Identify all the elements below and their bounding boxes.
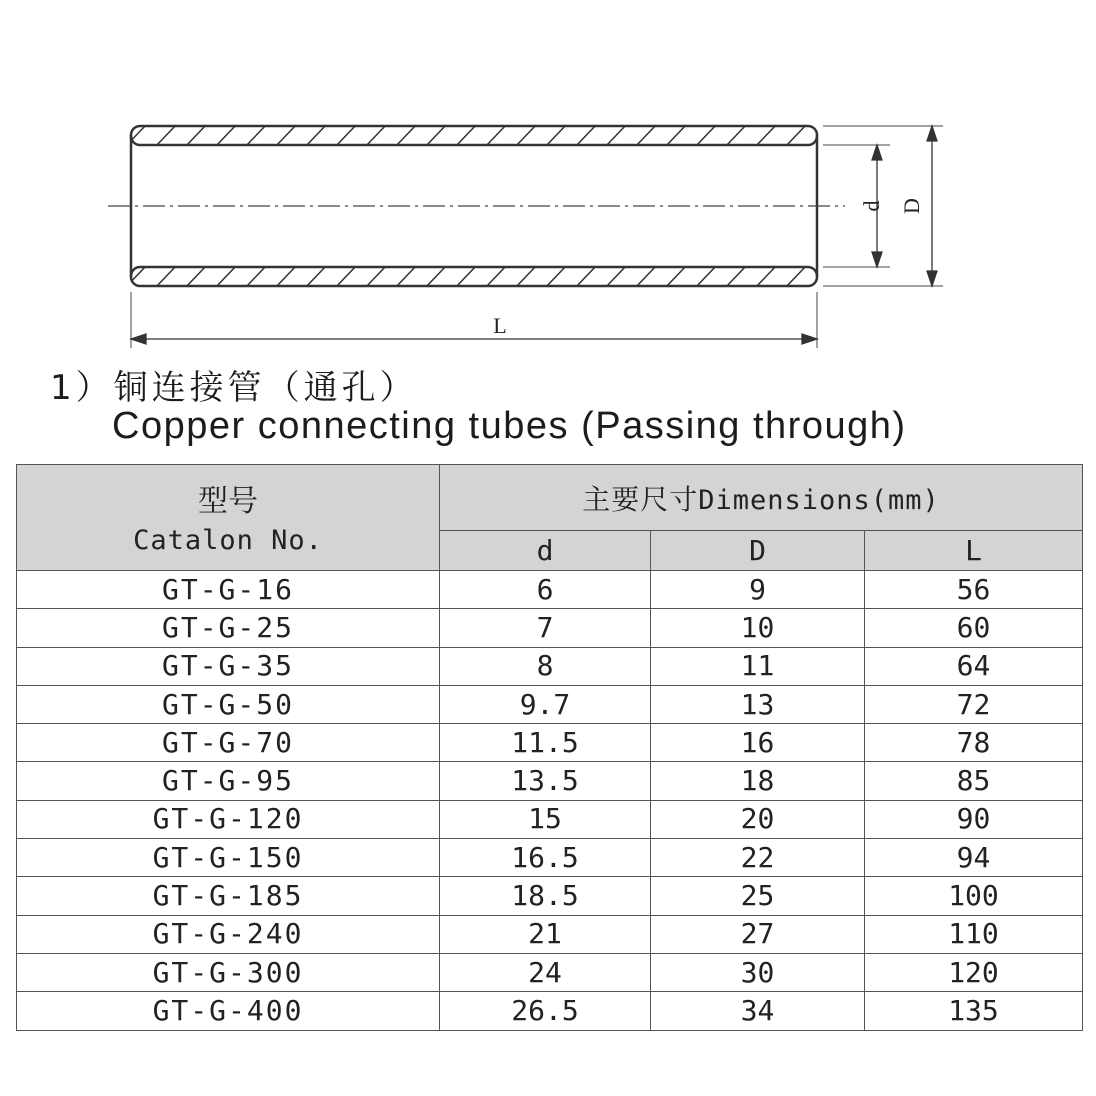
hatch-line — [395, 265, 417, 288]
model-cell: GT-G-50 — [17, 685, 440, 723]
d-cell: 18.5 — [440, 877, 651, 915]
table-row — [17, 647, 1083, 685]
table-row — [17, 724, 1083, 762]
L-cell: 110 — [865, 915, 1083, 953]
dimensions-header — [440, 465, 1083, 531]
hatch-line — [575, 124, 597, 147]
d-cell: 11.5 — [440, 724, 651, 762]
model-cell: GT-G-16 — [17, 571, 440, 609]
tube-bottom-wall — [125, 265, 837, 288]
model-header — [17, 465, 440, 571]
model-cell: GT-G-25 — [17, 609, 440, 647]
hatch-line — [185, 124, 207, 147]
hatch-line — [515, 124, 537, 147]
d-cell: 7 — [440, 609, 651, 647]
model-cell: GT-G-300 — [17, 953, 440, 991]
model-header-cn: 型号 — [198, 483, 258, 519]
table-row — [17, 762, 1083, 800]
d-cell: 6 — [440, 571, 651, 609]
table-row — [17, 992, 1083, 1030]
D-cell: 25 — [651, 877, 865, 915]
hatch-line — [755, 265, 777, 288]
hatch-line — [365, 265, 387, 288]
hatch-line — [485, 265, 507, 288]
hatch-line — [455, 265, 477, 288]
hatch-line — [275, 124, 297, 147]
table-row — [17, 915, 1083, 953]
L-cell: 72 — [865, 685, 1083, 723]
d-cell: 15 — [440, 800, 651, 838]
L-cell: 64 — [865, 647, 1083, 685]
d-cell: 13.5 — [440, 762, 651, 800]
hatch-line — [725, 265, 747, 288]
model-cell: GT-G-95 — [17, 762, 440, 800]
L-cell: 120 — [865, 953, 1083, 991]
d-cell: 16.5 — [440, 839, 651, 877]
D-cell: 10 — [651, 609, 865, 647]
L-cell: 78 — [865, 724, 1083, 762]
hatch-line — [155, 265, 177, 288]
dimensions-header-cn: 主要尺寸 — [582, 482, 699, 516]
hatch-line — [785, 124, 807, 147]
model-cell: GT-G-185 — [17, 877, 440, 915]
tube-drawing — [0, 0, 1096, 360]
hatch-line — [155, 124, 177, 147]
L-cell: 100 — [865, 877, 1083, 915]
L-cell: 90 — [865, 800, 1083, 838]
d-cell: 21 — [440, 915, 651, 953]
model-cell: GT-G-120 — [17, 800, 440, 838]
outer-diameter-dimension — [927, 126, 937, 286]
D-cell: 30 — [651, 953, 865, 991]
model-cell: GT-G-35 — [17, 647, 440, 685]
hatch-line — [185, 265, 207, 288]
D-cell: 18 — [651, 762, 865, 800]
hatch-line — [275, 265, 297, 288]
hatch-line — [335, 124, 357, 147]
hatch-line — [635, 124, 657, 147]
D-cell: 34 — [651, 992, 865, 1030]
table-row — [17, 685, 1083, 723]
L-cell: 60 — [865, 609, 1083, 647]
hatch-line — [785, 265, 807, 288]
model-cell: GT-G-150 — [17, 839, 440, 877]
table-row — [17, 839, 1083, 877]
table-row — [17, 800, 1083, 838]
model-cell: GT-G-240 — [17, 915, 440, 953]
D-cell: 27 — [651, 915, 865, 953]
hatch-line — [215, 265, 237, 288]
hatch-line — [365, 124, 387, 147]
hatch-line — [665, 265, 687, 288]
hatch-line — [485, 124, 507, 147]
hatch-line — [305, 265, 327, 288]
column-header-D: D — [651, 531, 865, 571]
title-chinese: 1）铜连接管（通孔） — [50, 368, 418, 408]
model-cell: GT-G-70 — [17, 724, 440, 762]
hatch-line — [635, 265, 657, 288]
D-cell: 20 — [651, 800, 865, 838]
D-cell: 13 — [651, 685, 865, 723]
hatch-line — [755, 124, 777, 147]
hatch-line — [695, 124, 717, 147]
hatch-line — [665, 124, 687, 147]
hatch-line — [695, 265, 717, 288]
table-row — [17, 609, 1083, 647]
hatch-line — [335, 265, 357, 288]
hatch-line — [575, 265, 597, 288]
L-cell: 56 — [865, 571, 1083, 609]
D-cell: 9 — [651, 571, 865, 609]
model-cell: GT-G-400 — [17, 992, 440, 1030]
D-cell: 22 — [651, 839, 865, 877]
hatch-line — [245, 265, 267, 288]
dimensions-header-en: Dimensions(mm) — [698, 484, 940, 516]
L-cell: 135 — [865, 992, 1083, 1030]
hatch-line — [515, 265, 537, 288]
hatch-line — [725, 124, 747, 147]
hatch-line — [305, 124, 327, 147]
title-english: Copper connecting tubes (Passing through) — [112, 405, 907, 447]
table-row — [17, 877, 1083, 915]
tube-top-wall — [125, 124, 837, 147]
dimensions-table — [16, 464, 1083, 1031]
outer-diameter-label: D — [899, 198, 925, 214]
hatch-line — [455, 124, 477, 147]
table-row — [17, 571, 1083, 609]
D-cell: 11 — [651, 647, 865, 685]
column-header-L: L — [865, 531, 1083, 571]
hatch-line — [425, 265, 447, 288]
d-cell: 9.7 — [440, 685, 651, 723]
hatch-line — [605, 265, 627, 288]
column-header-d: d — [440, 531, 651, 571]
length-label: L — [493, 313, 507, 338]
d-cell: 24 — [440, 953, 651, 991]
hatch-line — [395, 124, 417, 147]
hatch-line — [545, 265, 567, 288]
hatch-line — [215, 124, 237, 147]
d-cell: 26.5 — [440, 992, 651, 1030]
hatch-line — [815, 124, 837, 147]
L-cell: 85 — [865, 762, 1083, 800]
d-cell: 8 — [440, 647, 651, 685]
hatch-line — [545, 124, 567, 147]
model-header-en: Catalon No. — [133, 524, 323, 556]
L-cell: 94 — [865, 839, 1083, 877]
length-dimension — [131, 334, 817, 344]
table-row — [17, 953, 1083, 991]
hatch-line — [605, 124, 627, 147]
D-cell: 16 — [651, 724, 865, 762]
hatch-line — [815, 265, 837, 288]
inner-diameter-label: d — [859, 200, 885, 212]
hatch-line — [245, 124, 267, 147]
hatch-line — [425, 124, 447, 147]
